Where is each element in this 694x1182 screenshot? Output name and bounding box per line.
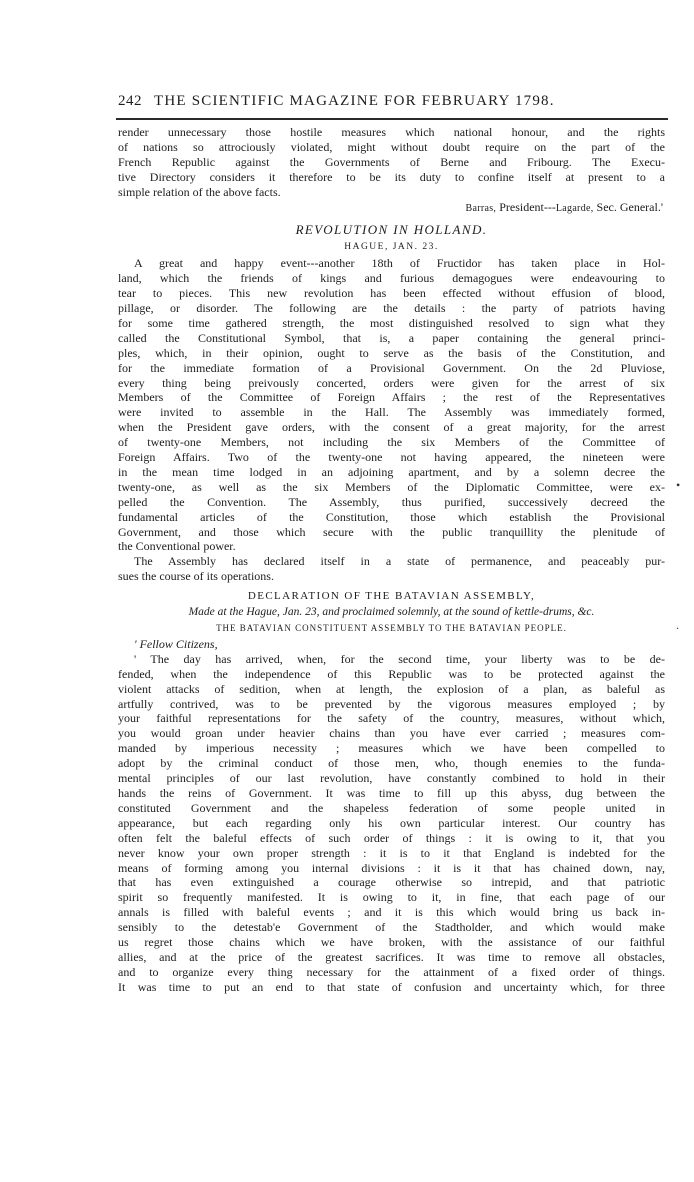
text-line: in the mean time lodged in an adjoining apartment, and by a solemn decree the: [118, 464, 665, 479]
revolution-paragraph-2: [118, 554, 665, 584]
declaration-heading: THE BATAVIAN CONSTITUENT ASSEMBLY TO THE BATAVIAN PEOPLE.: [216, 623, 567, 633]
dateline: HAGUE, JAN. 23.: [344, 242, 439, 253]
text-line: your faithful representations for the safety of the country, measures, without which,: [118, 711, 665, 726]
text-line: The Assembly has declared itself in a state of permanence, and peaceably pur-: [134, 554, 665, 569]
page-body: [118, 125, 665, 995]
text-line: often felt the baleful effects of such order of things : it is owing to it, that you: [118, 830, 665, 845]
text-line: annals is filled with baleful events ; and it is this which would bring us back in-: [118, 905, 665, 920]
text-line: for the immediate formation of a Provisional Government. On the 2d Pluviose,: [118, 360, 665, 375]
page-number: 242: [118, 93, 142, 109]
declaration-title: DECLARATION OF THE BATAVIAN ASSEMBLY,: [247, 590, 536, 603]
text-line: you would groan under heavier chains than you have ever carried ; measures com-: [118, 726, 665, 741]
signature-line: [118, 200, 665, 217]
text-line: and to organize every thing necessary for the attainment of a fixed order of things.: [118, 964, 665, 979]
text-line: us regret those chains which we have broken, with the assistance of our faithful: [118, 935, 665, 950]
text-line: adopt by the criminal conduct of those men, who, though enemies to the funda-: [118, 756, 665, 771]
text-line: pelled the Convention. The Assembly, thus purified, successively decreed the: [118, 494, 665, 509]
running-title: THE SCIENTIFIC MAGAZINE FOR FEBRUARY 1798.: [154, 93, 555, 109]
text-line: appearance, but each regarding only his own particular interest. Our country has: [118, 815, 665, 830]
text-line: ples, which, in their opinion, ought to serve as the basis of the Constitution, and: [118, 345, 665, 360]
page-header: [118, 93, 670, 115]
text-line: tive Directory considers it therefore to be its duty to confine itself at present to a: [118, 169, 665, 184]
text-line: means of forming among you internal divisions : it is it that has chained down, nay,: [118, 860, 665, 875]
header-rule: [116, 118, 668, 120]
signature-lagarde: Lagarde,: [555, 202, 594, 214]
margin-mark: •: [676, 478, 681, 492]
text-line: that has even extinguished a courage otherwise so intrepid, and that patriotic: [118, 875, 665, 890]
text-line: It was time to put an end to that state of confusion and uncertainty which, for three: [118, 979, 665, 994]
salutation: ' Fellow Citizens,: [134, 636, 218, 651]
text-line: fundamental articles of the Constitution, those which establish the Provisional: [118, 509, 665, 524]
margin-mark: .: [676, 618, 679, 632]
text-line: fended, when the independence of this Republic was to be protected against the: [118, 666, 665, 681]
text-line: tear to pieces. This new revolution has been effected without effusion of blood,: [118, 286, 665, 301]
text-line: twenty-one, as well as the six Members of the Diplomatic Committee, were ex-: [118, 479, 665, 494]
opening-paragraph: [118, 125, 665, 200]
text-line: of twenty-one Members, not including the six Members of the Committee of: [118, 435, 665, 450]
text-line: render unnecessary those hostile measures which national honour, and the rights: [118, 125, 665, 139]
section-title: REVOLUTION IN HOLLAND.: [295, 222, 488, 238]
text-line: pillage, or disorder. The following are the details : the party of patriots having: [118, 300, 665, 315]
text-line: hands the reins of Government. It was time to fill up this abyss, dug between the: [118, 785, 665, 800]
text-line: violent attacks of sedition, when at length, the explosion of a plan, as baleful as: [118, 681, 665, 696]
text-line: called the Constitutional Symbol, that is, a paper containing the general princi-: [118, 330, 665, 345]
text-line: land, which the friends of kings and furious demagogues were endeavouring to: [118, 271, 665, 286]
text-line: Members of the Committee of Foreign Affairs ; the rest of the Representatives: [118, 390, 665, 405]
text-line: A great and happy event---another 18th of Fructidor has taken place in Hol-: [134, 256, 665, 271]
text-line: sues the course of its operations.: [118, 569, 274, 584]
text-line: simple relation of the above facts.: [118, 184, 281, 199]
text-line: never know your own proper strength : it is to it that England is indebted for the: [118, 845, 665, 860]
signature-barras-title: President---: [496, 199, 556, 214]
declaration-paragraph: [118, 652, 665, 995]
text-line: mental principles of our last revolution, have constantly combined to hold in their: [118, 771, 665, 786]
text-line: sensibly to the detestab'e Government of the Stadtholder, and which would make: [118, 920, 665, 935]
text-line: every thing being preivously concerted, orders were given for the arrest of six: [118, 375, 665, 390]
text-line: Government, and those which secure with the public tranquillity the plenitude of: [118, 524, 665, 539]
text-line: manded by imperious necessity ; measures which we have been compelled to: [118, 741, 665, 756]
text-line: when the President gave orders, with the consent of a great majority, for the arrest: [118, 420, 665, 435]
text-line: allies, and at the price of the greatest sacrifices. It was time to remove all obstacles,: [118, 949, 665, 964]
text-line: artfully contrived, was to be prevented by the vigorous measures employed ; by: [118, 696, 665, 711]
signature-barras: Barras,: [465, 202, 497, 214]
text-line: Foreign Affairs. Two of the twenty-one not having appeared, the nineteen were: [118, 450, 665, 465]
text-line: ' The day has arrived, when, for the second time, your liberty was to be de-: [134, 651, 665, 666]
text-line: spirit so frequently manifested. It is owing to it, in fine, that each page of our: [118, 890, 665, 905]
text-line: French Republic against the Governments of Berne and Fribourg. The Execu-: [118, 154, 665, 169]
text-line: were invited to assemble in the Hall. The Assembly was immediately formed,: [118, 405, 665, 420]
text-line: the Conventional power.: [118, 539, 236, 554]
text-line: constituted Government and the shapeless federation of some people united in: [118, 800, 665, 815]
declaration-subtitle: Made at the Hague, Jan. 23, and proclaimed solemnly, at the sound of kettle-drums, &c.: [188, 606, 595, 619]
signature-lagarde-title: Sec. General.': [593, 199, 663, 214]
revolution-paragraph-1: [118, 256, 665, 554]
text-line: of nations so attrociously violated, might without doubt require on the part of the: [118, 139, 665, 154]
text-line: for some time gathered strength, the most distinguished resolved to sign what they: [118, 315, 665, 330]
